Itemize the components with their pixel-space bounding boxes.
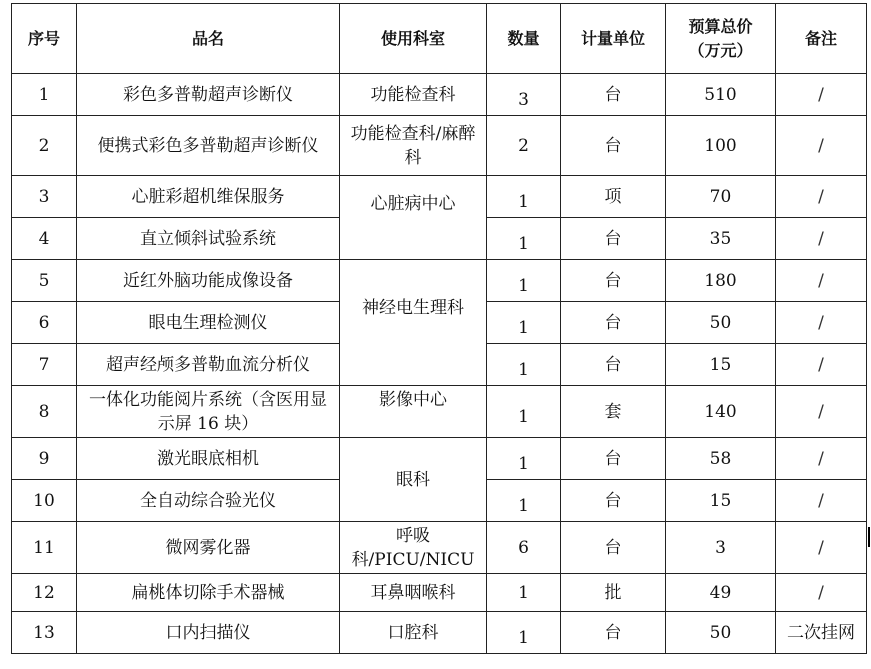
cell-unit: 台 [561, 438, 666, 480]
table-row [12, 612, 867, 654]
table-row [12, 116, 867, 176]
cell-qty: 6 [487, 522, 561, 574]
header-seq: 序号 [12, 4, 77, 74]
cell-qty: 1 [487, 302, 561, 344]
cell-budget: 15 [666, 480, 776, 522]
cell-unit: 台 [561, 522, 666, 574]
cell-qty: 1 [487, 612, 561, 654]
cell-qty: 1 [487, 480, 561, 522]
header-unit: 计量单位 [561, 4, 666, 74]
cell-dept: 口腔科 [340, 612, 487, 654]
cell-dept: 功能检查科/麻醉科 [340, 116, 487, 176]
cell-dept: 影像中心 [340, 386, 487, 438]
cell-unit: 台 [561, 612, 666, 654]
cell-qty: 3 [487, 74, 561, 116]
cell-dept: 神经电生理科 [340, 260, 487, 386]
header-budget-line2: （万元） [688, 40, 753, 60]
cell-name: 微网雾化器 [77, 522, 340, 574]
cell-qty: 1 [487, 574, 561, 612]
cell-dept: 心脏病中心 [340, 176, 487, 260]
header-dept: 使用科室 [340, 4, 487, 74]
cell-dept: 呼吸科/PICU/NICU [340, 522, 487, 574]
table-row [12, 438, 867, 480]
cell-note: / [776, 260, 867, 302]
cell-name: 全自动综合验光仪 [77, 480, 340, 522]
cell-seq: 4 [12, 218, 77, 260]
cell-seq: 7 [12, 344, 77, 386]
cell-seq: 10 [12, 480, 77, 522]
cell-name: 扁桃体切除手术器械 [77, 574, 340, 612]
table-row [12, 522, 867, 574]
table-row [12, 386, 867, 438]
cell-note: / [776, 116, 867, 176]
cell-budget: 140 [666, 386, 776, 438]
cell-budget: 15 [666, 344, 776, 386]
cell-seq: 6 [12, 302, 77, 344]
cell-qty: 2 [487, 116, 561, 176]
cell-unit: 台 [561, 74, 666, 116]
cell-unit: 项 [561, 176, 666, 218]
cell-dept: 功能检查科 [340, 74, 487, 116]
cell-note: / [776, 386, 867, 438]
header-name: 品名 [77, 4, 340, 74]
table-row [12, 260, 867, 302]
cell-budget: 50 [666, 302, 776, 344]
cell-unit: 台 [561, 344, 666, 386]
cell-budget: 3 [666, 522, 776, 574]
cell-name: 直立倾斜试验系统 [77, 218, 340, 260]
cell-unit: 台 [561, 260, 666, 302]
table-row [12, 176, 867, 218]
cell-seq: 9 [12, 438, 77, 480]
cell-qty: 1 [487, 386, 561, 438]
cell-note: / [776, 480, 867, 522]
cell-unit: 台 [561, 116, 666, 176]
cell-budget: 510 [666, 74, 776, 116]
cell-qty: 1 [487, 218, 561, 260]
cell-unit: 批 [561, 574, 666, 612]
cell-name: 便携式彩色多普勒超声诊断仪 [77, 116, 340, 176]
cell-seq: 2 [12, 116, 77, 176]
cell-seq: 11 [12, 522, 77, 574]
cell-qty: 1 [487, 260, 561, 302]
cell-name: 一体化功能阅片系统（含医用显示屏 16 块） [77, 386, 340, 438]
cell-name: 近红外脑功能成像设备 [77, 260, 340, 302]
cell-name: 超声经颅多普勒血流分析仪 [77, 344, 340, 386]
cell-qty: 1 [487, 344, 561, 386]
cell-dept: 耳鼻咽喉科 [340, 574, 487, 612]
document-page [11, 3, 867, 654]
table-row [12, 74, 867, 116]
cell-note: / [776, 74, 867, 116]
cell-note: / [776, 218, 867, 260]
cell-note: / [776, 522, 867, 574]
cell-budget: 50 [666, 612, 776, 654]
cell-unit: 台 [561, 302, 666, 344]
cell-seq: 12 [12, 574, 77, 612]
cell-name: 心脏彩超机维保服务 [77, 176, 340, 218]
cell-name: 口内扫描仪 [77, 612, 340, 654]
cell-budget: 70 [666, 176, 776, 218]
cell-budget: 58 [666, 438, 776, 480]
header-row [12, 4, 867, 74]
header-note: 备注 [776, 4, 867, 74]
procurement-table [11, 3, 867, 654]
cell-note: / [776, 574, 867, 612]
cell-seq: 5 [12, 260, 77, 302]
cell-budget: 49 [666, 574, 776, 612]
header-qty: 数量 [487, 4, 561, 74]
header-budget-line1: 预算总价 [688, 16, 753, 36]
cell-unit: 台 [561, 480, 666, 522]
cell-qty: 1 [487, 176, 561, 218]
cell-unit: 套 [561, 386, 666, 438]
cell-dept: 眼科 [340, 438, 487, 522]
cell-seq: 1 [12, 74, 77, 116]
cell-name: 眼电生理检测仪 [77, 302, 340, 344]
edge-mark [868, 527, 870, 547]
cell-note: / [776, 344, 867, 386]
cell-budget: 180 [666, 260, 776, 302]
cell-note: / [776, 302, 867, 344]
cell-name: 激光眼底相机 [77, 438, 340, 480]
cell-seq: 8 [12, 386, 77, 438]
cell-note: / [776, 176, 867, 218]
cell-budget: 35 [666, 218, 776, 260]
cell-seq: 3 [12, 176, 77, 218]
cell-note: / [776, 438, 867, 480]
table-row [12, 574, 867, 612]
cell-budget: 100 [666, 116, 776, 176]
cell-unit: 台 [561, 218, 666, 260]
cell-qty: 1 [487, 438, 561, 480]
cell-seq: 13 [12, 612, 77, 654]
header-budget [666, 4, 776, 74]
cell-name: 彩色多普勒超声诊断仪 [77, 74, 340, 116]
cell-note: 二次挂网 [776, 612, 867, 654]
